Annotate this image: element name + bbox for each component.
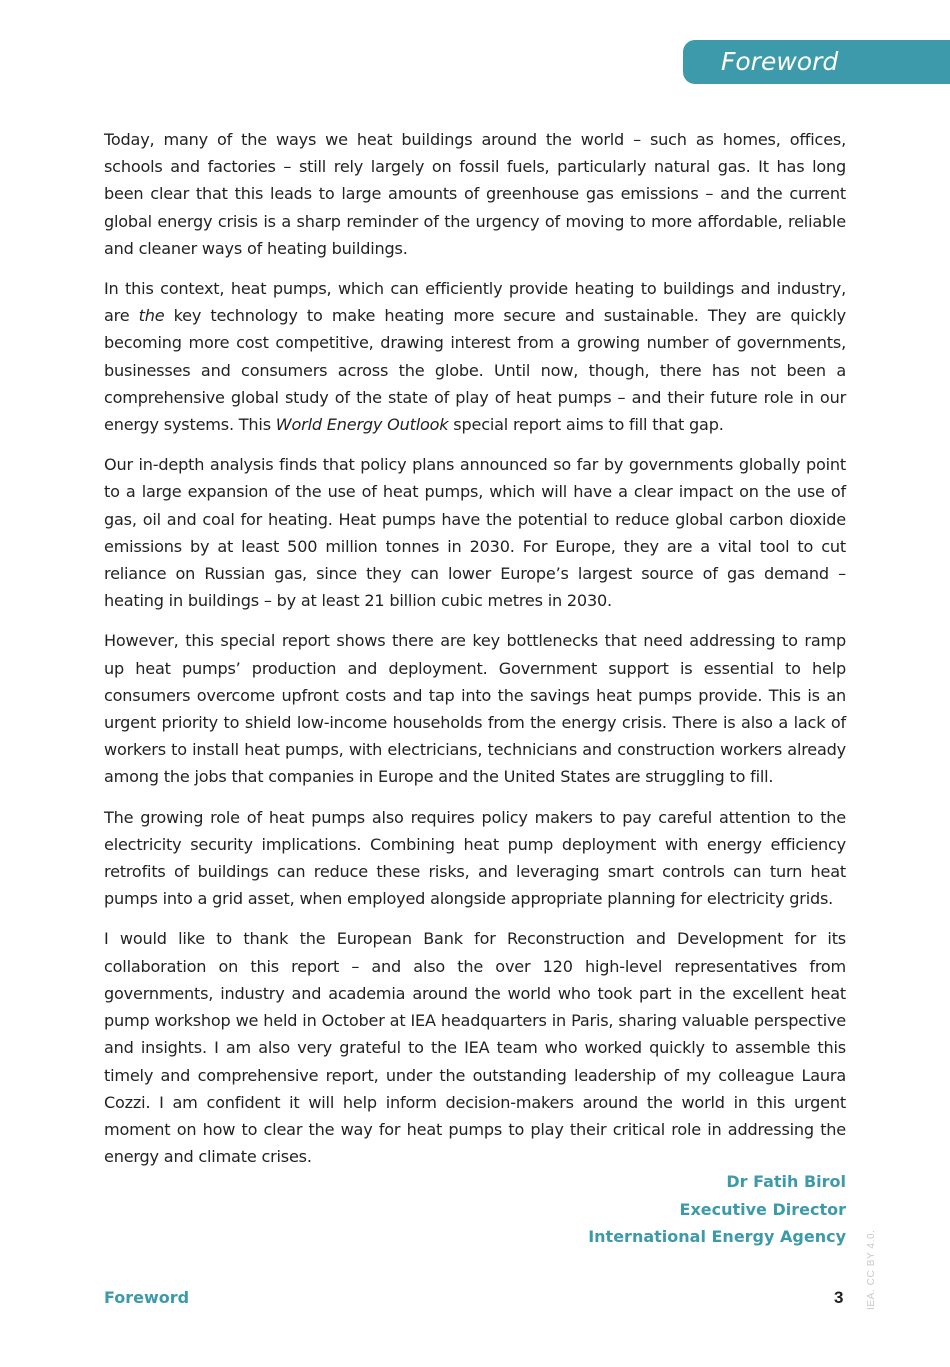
page-number: 3 [834,1288,844,1307]
paragraph-4: However, this special report shows there are key bottlenecks that need addressing to ramp up heat pumps’ production and deployment. Government support is essential to help consumers overcome upfront costs and tap into the savings heat pumps provide. This is an urgent priority to shield low-income households from the energy crisis. There is also a lack of workers to install heat pumps, with electricians, technicians and construction workers already among the jobs that companies in Europe and the United States are struggling to fill. [104,631,846,787]
footer-section-title: Foreword [104,1288,190,1307]
paragraph-5: The growing role of heat pumps also requires policy makers to pay careful attention to the electricity security implications. Combining heat pump deployment with energy efficiency retrofits of buildings can reduce these risks, and leveraging smart controls can turn heat pumps into a grid asset, when employed alongside appropriate planning for electricity grids. [104,807,846,909]
paragraph-2-part-a: In this context, heat pumps, which can efficiently provide heating to buildings and industry, are [104,279,846,326]
foreword-body [104,126,846,1183]
signatory-organization: International Energy Agency [588,1227,846,1246]
section-header-tab: Foreword [683,40,950,84]
paragraph-2 [104,275,846,438]
paragraph-6: I would like to thank the European Bank for Reconstruction and Development for its collaboration on this report – and also the over 120 high-level representatives from governments, industry and academia around the world who took part in the excellent heat pump workshop we held in October at IEA headquarters in Paris, sharing valuable perspective and insights. I am also very grateful to the IEA team who worked quickly to assemble this timely and comprehensive report, under the outstanding leadership of my colleague Laura Cozzi. I am confident it will help inform decision-makers around the world in this urgent moment on how to clear the way for heat pumps to play their critical role in addressing the energy and climate crises. [104,929,846,1167]
report-series-title: World Energy Outlook [275,415,449,435]
license-notice: IEA. CC BY 4.0. [866,1229,877,1310]
paragraph-2-emphasis: the [138,306,165,326]
signature-block [588,1168,846,1251]
paragraph-1: Today, many of the ways we heat buildings around the world – such as homes, offices, schools and factories – still rely largely on fossil fuels, particularly natural gas. It has long been clear that this leads to large amounts of greenhouse gas emissions – and the current global energy crisis is a sharp reminder of the urgency of moving to more affordable, reliable and cleaner ways of heating buildings. [104,130,846,258]
paragraph-2-part-c: special report aims to fill that gap. [448,415,724,435]
signatory-name: Dr Fatih Birol [726,1172,846,1191]
paragraph-2-part-b: key technology to make heating more secure and sustainable. They are quickly becoming more cost competitive, drawing interest from a growing number of governments, businesses and consumers across the globe. Until now, though, there has not been a comprehensive global study of the state of play of heat pumps – and their future role in our energy systems. This [104,306,846,435]
signatory-title: Executive Director [679,1199,846,1219]
paragraph-3: Our in-depth analysis finds that policy plans announced so far by governments globally point to a large expansion of the use of heat pumps, which will have a clear impact on the use of gas, oil and coal for heating. Heat pumps have the potential to reduce global carbon dioxide emissions by at least 500 million tonnes in 2030. For Europe, they are a vital tool to cut reliance on Russian gas, since they can lower Europe’s largest source of gas demand – heating in buildings – by at least 21 billion cubic metres in 2030. [104,455,846,611]
